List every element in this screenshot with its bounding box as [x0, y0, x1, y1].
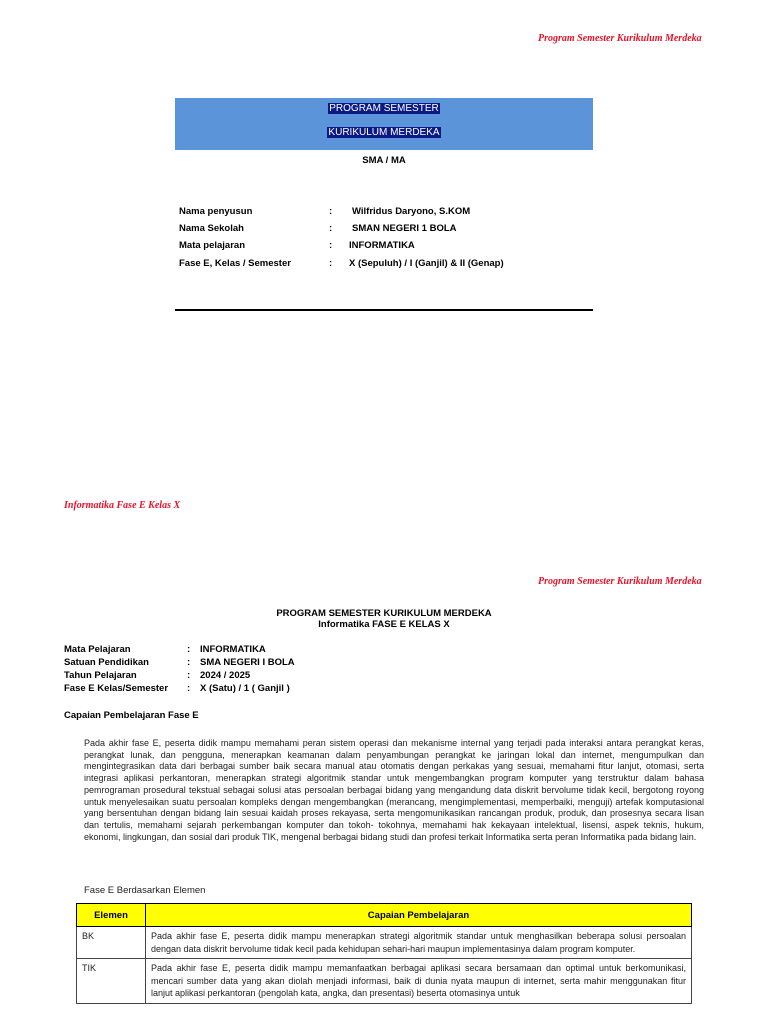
info-label: Nama Sekolah [179, 223, 244, 234]
title-banner [175, 98, 593, 150]
info2-label: Fase E Kelas/Semester [64, 683, 169, 694]
info-value: SMAN NEGERI 1 BOLA [352, 223, 457, 234]
info2-value: INFORMATIKA [200, 644, 266, 655]
info2-value: 2024 / 2025 [200, 670, 251, 681]
info-label: Fase E, Kelas / Semester [179, 258, 291, 269]
cp-table [76, 903, 692, 1004]
table-row [77, 927, 692, 959]
cp-paragraph: Pada akhir fase E, peserta didik mampu memahami peran sistem operasi dan mekanisme internal yang terjadi pada interaksi antara perangkat keras, perangkat lunak, dan pengguna, menerapkan keamanan dalam penyambungan perangkat ke jaringan lokal dan internet, mengumpulkan dan mengintegrasikan data dari berbagai sumber baik secara manual atau otomatis dengan perkakas yang sesuai, memahami fitur lanjut, otomasi, serta integrasi aplikasi perkantoran, menerapkan strategi algoritmik standar untuk mengembangkan program komputer yang terstruktur dalam bahasa pemrograman prosedural tekstual sebagai solusi atas persoalan berbagai bidang yang mengandung data diskrit bervolume tidak kecil, bergotong royong untuk menyelesaikan suatu persoalan kompleks dengan mengembangkan (merancang, mengimplementasi, memperbaiki, menguji) artefak komputasional yang bersentuhan dengan bidang lain sesuai kaidah proses rekayasa, serta mengomunikasikan rancangan produk, produk, dan prosesnya secara lisan dan tertulis, memahami sejarah perkembangan komputer dan tokoh- tokohnya, memahami hak kekayaan intelektual, lisensi, aspek teknis, hukum, ekonomi, lingkungan, dan sosial dari produk TIK, mengenal berbagai bidang studi dan profesi terkait Informatika serta peran Informatika pada bidang lain. [84, 738, 704, 842]
level-label: SMA / MA [362, 155, 406, 166]
doc-subtitle: Informatika FASE E KELAS X [318, 619, 450, 630]
horizontal-rule [175, 309, 593, 311]
table-cell-text: Pada akhir fase E, peserta didik mampu memanfaatkan berbagai aplikasi secara bersamaan dan optimal untuk berkomunikasi, mencari sumber data yang akan diolah menjadi informasi, baik di dunia nyata maupun di internet, serta mahir menggunakan fitur lanjut aplikasi perkantoran (pengolah kata, angka, dan presentasi) beserta otomasinya untuk [146, 959, 692, 1004]
info-colon: : [329, 258, 333, 269]
table-cell-element: TIK [77, 959, 146, 1004]
info2-colon: : [187, 683, 191, 694]
title-line-1: PROGRAM SEMESTER [329, 103, 439, 114]
page1-footer-left: Informatika Fase E Kelas X [64, 500, 181, 511]
table-row [77, 959, 692, 1004]
title-line-2: KURIKULUM MERDEKA [328, 127, 440, 138]
doc-title: PROGRAM SEMESTER KURIKULUM MERDEKA [276, 608, 492, 619]
info2-colon: : [187, 644, 191, 655]
info2-colon: : [187, 657, 191, 668]
info2-label: Satuan Pendidikan [64, 657, 149, 668]
info2-value: SMA NEGERI I BOLA [200, 657, 295, 668]
info-label: Mata pelajaran [179, 240, 245, 251]
element-subheading: Fase E Berdasarkan Elemen [84, 885, 206, 896]
info2-label: Tahun Pelajaran [64, 670, 137, 681]
info-value: INFORMATIKA [349, 240, 415, 251]
section-heading: Capaian Pembelajaran Fase E [64, 710, 199, 721]
table-cell-element: BK [77, 927, 146, 959]
header-elemen: Elemen [77, 904, 146, 927]
info-value: Wilfridus Daryono, S.KOM [352, 206, 471, 217]
info-colon: : [329, 240, 333, 251]
info2-label: Mata Pelajaran [64, 644, 131, 655]
info-label: Nama penyusun [179, 206, 253, 217]
table-header-row [77, 904, 692, 927]
info-colon: : [329, 206, 333, 217]
info2-value: X (Satu) / 1 ( Ganjil ) [200, 683, 290, 694]
header-capaian: Capaian Pembelajaran [146, 904, 692, 927]
info-colon: : [329, 223, 333, 234]
info2-colon: : [187, 670, 191, 681]
info-value: X (Sepuluh) / I (Ganjil) & II (Genap) [349, 258, 504, 269]
page2-header-right: Program Semester Kurikulum Merdeka [538, 576, 702, 587]
table-cell-text: Pada akhir fase E, peserta didik mampu menerapkan strategi algoritmik standar untuk menghasilkan beberapa solusi persoalan dengan data diskrit bervolume tidak kecil pada kehidupan sehari-hari maupun implementasinya dalam program komputer. [146, 927, 692, 959]
page1-header-right: Program Semester Kurikulum Merdeka [538, 33, 702, 44]
